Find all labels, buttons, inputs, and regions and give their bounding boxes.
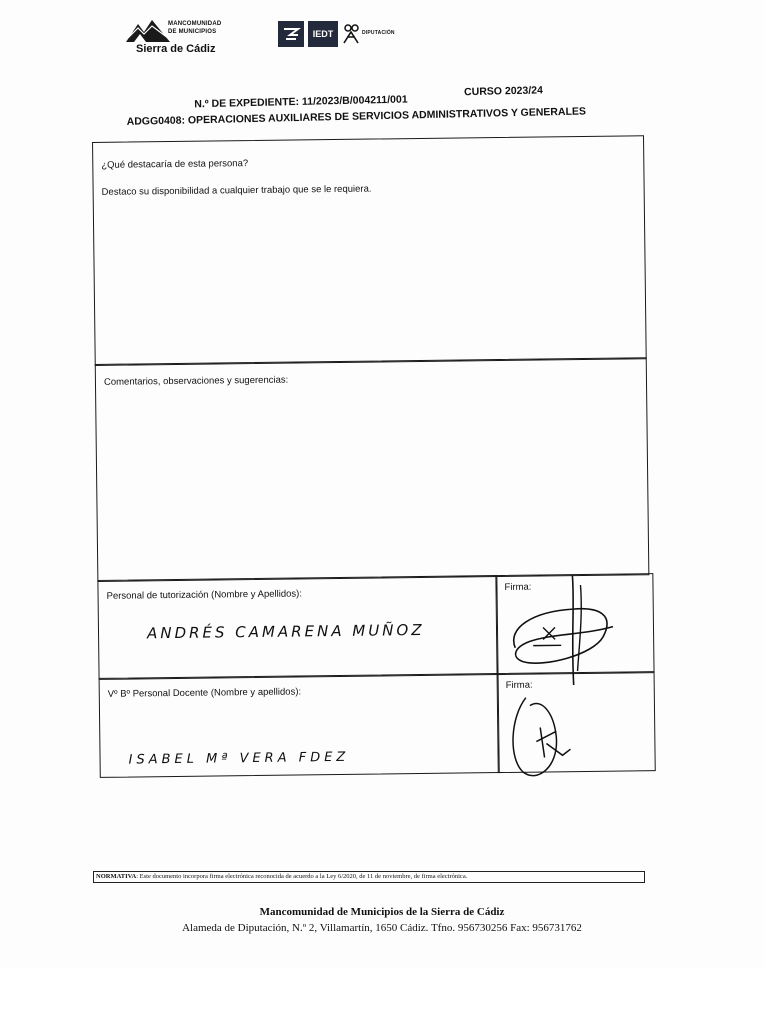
- course-title: ADGG0408: OPERACIONES AUXILIARES DE SERVICIOS ADMINISTRATIVOS Y GENERALES: [126, 105, 587, 128]
- teacher-signature-icon: [506, 687, 587, 778]
- course-year: CURSO 2023/24: [463, 84, 544, 99]
- tutor-signature-cell: [495, 573, 654, 675]
- tutor-signature-icon: [502, 575, 623, 686]
- org-line-3: Sierra de Cádiz: [136, 43, 216, 55]
- normativa-notice: [93, 871, 645, 883]
- comments-label: Comentarios, observaciones y sugerencias:: [103, 374, 289, 388]
- diputacion-logo-text: DIPUTACIÓN: [362, 30, 395, 36]
- document-title: [120, 80, 640, 128]
- iedt-logo: [308, 21, 338, 47]
- normativa-label: NORMATIVA: [96, 873, 137, 880]
- tutor-name-handwritten: ANDRÉS CAMARENA MUÑOZ: [146, 620, 425, 643]
- footer-org-name: Mancomunidad de Municipios de la Sierra de Cádiz: [259, 906, 505, 918]
- teacher-name-handwritten: ISABEL Mª VERA FDEZ: [128, 749, 350, 768]
- highlight-text: Destaco su disponibilidad a cualquier trabajo que se le requiera.: [101, 183, 372, 198]
- mancomunidad-logo: [124, 18, 244, 56]
- tutor-label: Personal de tutorización (Nombre y Apellidos):: [106, 588, 303, 602]
- teacher-signature-label: Firma:: [505, 679, 533, 691]
- teacher-section: [99, 673, 500, 778]
- highlight-label: ¿Qué destacaría de esta persona?: [101, 158, 249, 171]
- partner-logo-icon: [278, 21, 304, 47]
- highlight-section: [92, 135, 647, 366]
- tutor-signature-label: Firma:: [504, 581, 532, 593]
- mountain-icon: [124, 18, 172, 44]
- iedt-logo-text: IEDT: [312, 29, 334, 39]
- org-line-1: MANCOMUNIDAD: [168, 21, 222, 27]
- footer-address: Alameda de Diputación, N.º 2, Villamartín, 1650 Cádiz. Tfno. 956730256 Fax: 956731762: [182, 922, 582, 934]
- org-line-2: DE MUNICIPIOS: [168, 29, 217, 35]
- tutor-section: [97, 575, 498, 680]
- evaluation-form: [90, 133, 658, 774]
- teacher-signature-cell: [497, 671, 656, 773]
- diputacion-logo: [340, 21, 410, 47]
- comments-section: [95, 357, 650, 582]
- normativa-text: : Este documento incorpora firma electrónica reconocida de acuerdo a la Ley 6/2020, de 11 de noviembre, de firma electrónica.: [136, 873, 468, 880]
- diputacion-emblem-icon: [340, 21, 362, 47]
- teacher-label: Vº Bº Personal Docente (Nombre y apellidos):: [107, 686, 302, 700]
- expediente-number: N.º DE EXPEDIENTE: 11/2023/B/004211/001: [194, 93, 408, 111]
